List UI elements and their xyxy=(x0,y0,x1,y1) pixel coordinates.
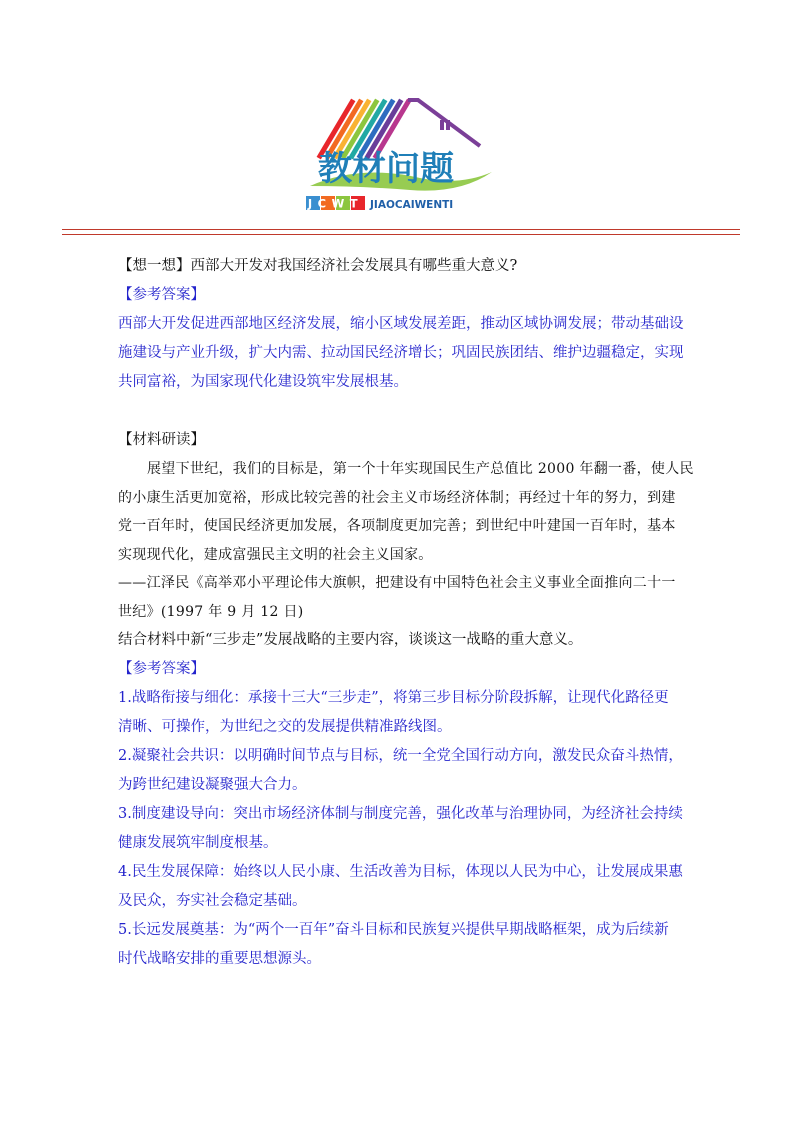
answer1-label: 【参考答案】 xyxy=(118,287,205,303)
svg-text:JCWT: JCWT xyxy=(307,196,364,211)
material-source: 世纪》(1997 年 9 月 12 日) xyxy=(118,603,304,620)
answer2-point: 为跨世纪建设凝聚强大合力。 xyxy=(118,777,307,793)
house-logo-icon xyxy=(300,94,500,222)
material-line: 党一百年时，使国民经济更加发展，各项制度更加完善；到世纪中叶建国一百年时，基本 xyxy=(118,518,676,534)
material-line: 展望下世纪，我们的目标是，第一个十年实现国民生产总值比 2000 年翻一番，使人民 xyxy=(147,461,694,477)
logo xyxy=(300,94,500,222)
answer2-point: 时代战略安排的重要思想源头。 xyxy=(118,951,321,967)
answer1-line: 共同富裕，为国家现代化建设筑牢发展根基。 xyxy=(118,374,408,390)
header-divider-bottom xyxy=(62,234,740,235)
answer2-point: 5.长远发展奠基：为“两个一百年”奋斗目标和民族复兴提供早期战略框架，成为后续新 xyxy=(118,922,669,938)
material-line: 实现现代化，建成富强民主文明的社会主义国家。 xyxy=(118,546,433,563)
logo-title: 教材问题 xyxy=(318,149,454,189)
answer2-point: 清晰、可操作，为世纪之交的发展提供精准路线图。 xyxy=(118,719,452,735)
answer2-label: 【参考答案】 xyxy=(118,661,205,677)
logo-subtitle: JIAOCAIWENTI xyxy=(370,199,454,211)
answer2-point: 2.凝聚社会共识：以明确时间节点与目标，统一全党全国行动方向，激发民众奋斗热情， xyxy=(118,748,683,764)
answer2-point: 及民众，夯实社会稳定基础。 xyxy=(118,893,307,909)
think-question xyxy=(118,252,688,281)
material-line: 的小康生活更加宽裕，形成比较完善的社会主义市场经济体制；再经过十年的努力，到建 xyxy=(118,489,676,506)
think-question-text: 西部大开发对我国经济社会发展具有哪些重大意义? xyxy=(190,258,518,274)
material-label: 【材料研读】 xyxy=(118,432,205,448)
document-body xyxy=(118,252,694,974)
think-label: 【想一想】 xyxy=(118,258,191,274)
answer1-line: 施建设与产业升级，扩大内需、拉动国民经济增长；巩固民族团结、维护边疆稳定，实现 xyxy=(118,345,684,361)
material-question: 结合材料中新“三步走”发展战略的主要内容，谈谈这一战略的重大意义。 xyxy=(118,632,583,648)
answer2-point: 3.制度建设导向：突出市场经济体制与制度完善，强化改革与治理协同，为经济社会持续 xyxy=(118,806,683,822)
material-source: ——江泽民《高举邓小平理论伟大旗帜，把建设有中国特色社会主义事业全面推向二十一 xyxy=(118,575,676,591)
answer1-line: 西部大开发促进西部地区经济发展，缩小区域发展差距，推动区域协调发展；带动基础设 xyxy=(118,316,684,332)
logo-badge xyxy=(306,196,365,211)
answer2-point: 健康发展筑牢制度根基。 xyxy=(118,835,278,851)
answer2-point: 1.战略衔接与细化：承接十三大“三步走”，将第三步目标分阶段拆解，让现代化路径更 xyxy=(118,690,669,706)
header-divider-top xyxy=(62,229,740,230)
answer2-point: 4.民生发展保障：始终以人民小康、生活改善为目标，体现以人民为中心，让发展成果惠 xyxy=(118,864,683,880)
